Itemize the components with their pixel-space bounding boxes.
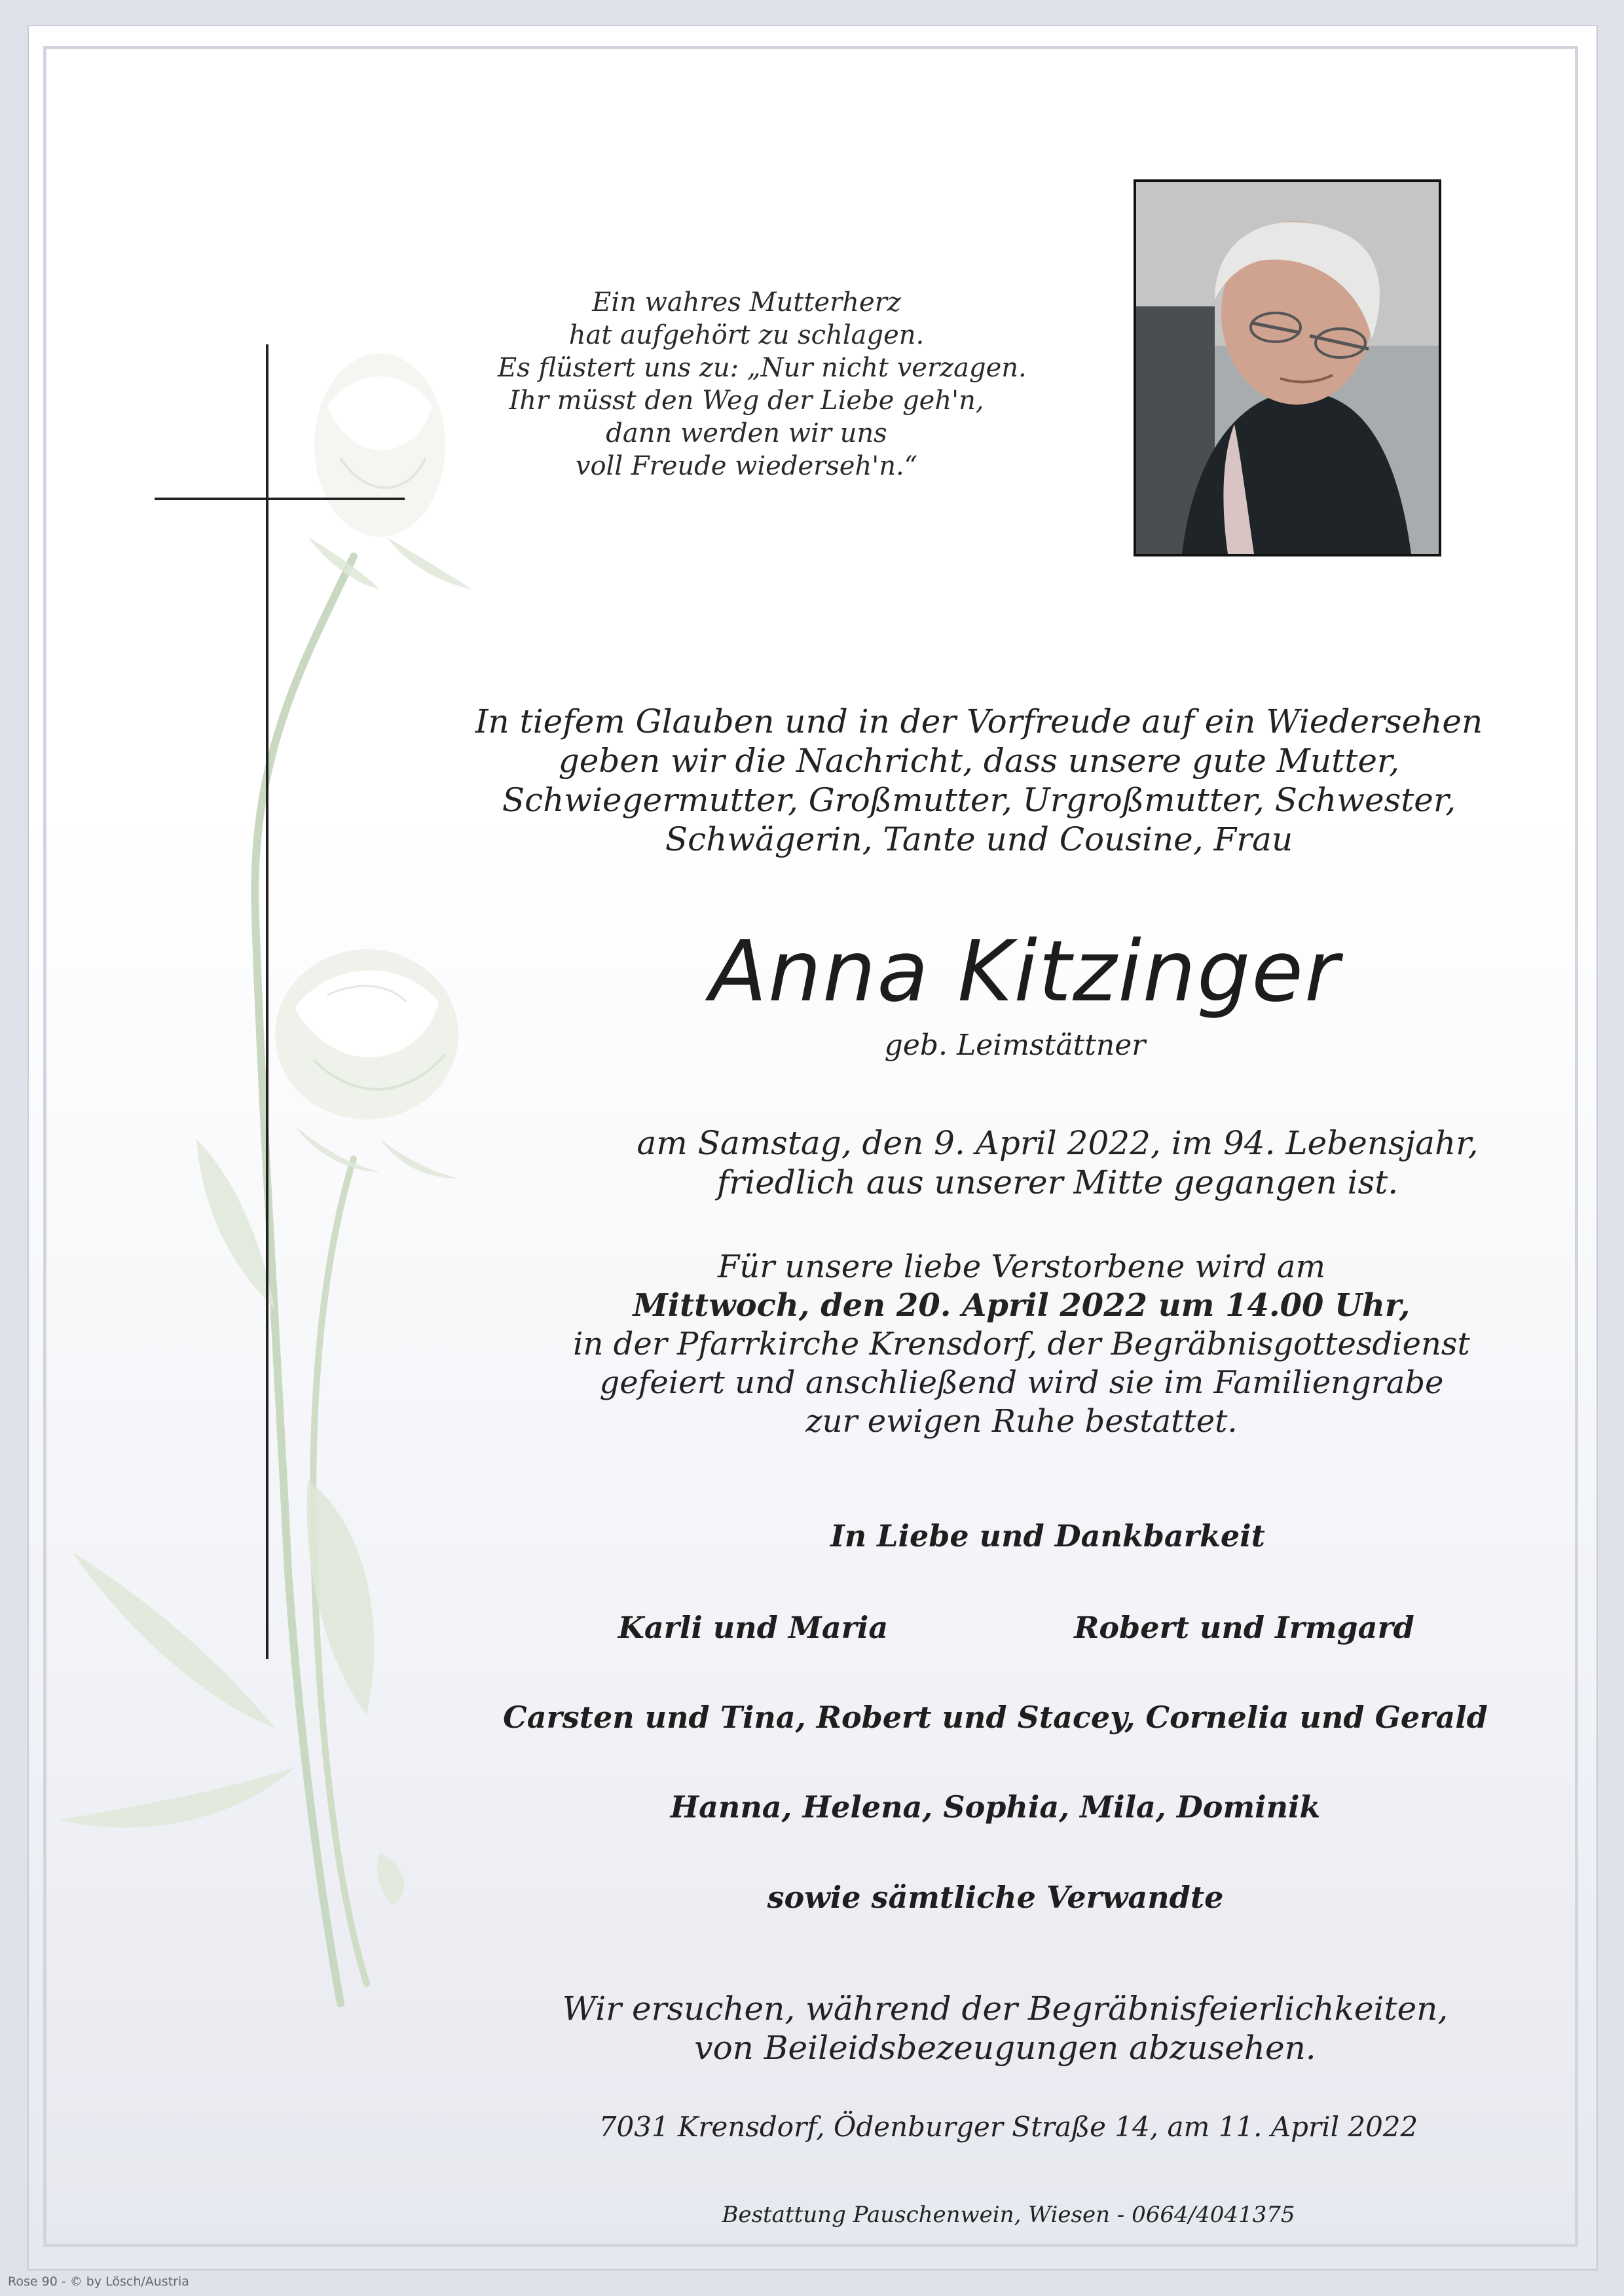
- condolence-request: [471, 1989, 1539, 2068]
- rose-sepal: [386, 537, 471, 589]
- intro-line: Schwägerin, Tante und Cousine, Frau: [665, 820, 1293, 858]
- funeral-line: zur ewigen Ruhe bestattet.: [805, 1403, 1238, 1440]
- funeral-line: gefeiert und anschließend wird sie im Familiengrabe: [599, 1364, 1444, 1401]
- rose-leaf: [72, 1552, 275, 1728]
- birth-name: geb. Leimstättner: [884, 1029, 1146, 1062]
- undertaker-contact: Bestattung Pauschenwein, Wiesen - 0664/4041375: [722, 2202, 1295, 2228]
- rose-sepal: [380, 1139, 458, 1178]
- great-grandchildren-list: Hanna, Helena, Sophia, Mila, Dominik: [670, 1789, 1321, 1825]
- funeral-line: Für unsere liebe Verstorbene wird am: [718, 1248, 1325, 1285]
- intro-line: Schwiegermutter, Großmutter, Urgroßmutter, Schwester,: [502, 781, 1456, 819]
- rose-bud-top: [314, 354, 445, 537]
- design-credit: Rose 90 - © by Lösch/Austria: [8, 2274, 189, 2289]
- death-notice: [524, 1123, 1591, 1202]
- poem: [498, 286, 1027, 483]
- request-line: Wir ersuchen, während der Begräbnisfeierlichkeiten,: [562, 1990, 1449, 2028]
- mourner-pair: Robert und Irmgard: [1074, 1610, 1414, 1645]
- intro-line: In tiefem Glauben und in der Vorfreude auf ein Wiedersehen: [475, 702, 1483, 740]
- poem-line: voll Freude wiederseh'n.“: [575, 451, 918, 481]
- announcement-intro: [458, 702, 1500, 859]
- poem-line: Es flüstert uns zu: „Nur nicht verzagen.: [498, 353, 1027, 383]
- relatives-line: sowie sämtliche Verwandte: [767, 1880, 1224, 1915]
- funeral-details: [498, 1248, 1545, 1441]
- portrait-photo: [1134, 179, 1441, 556]
- mourner-pair: Karli und Maria: [618, 1610, 889, 1645]
- place-and-date: 7031 Krensdorf, Ödenburger Straße 14, am 11. April 2022: [599, 2111, 1418, 2143]
- poem-line: Ihr müsst den Weg der Liebe geh'n,: [509, 386, 984, 416]
- grandchildren-list: Carsten und Tina, Robert und Stacey, Cornelia und Gerald: [503, 1700, 1488, 1735]
- rose-bloom-lower: [275, 949, 458, 1120]
- poem-line: dann werden wir uns: [606, 418, 887, 448]
- rose-sepal: [295, 1126, 380, 1172]
- cross-vertical: [266, 344, 268, 1659]
- deceased-name: Anna Kitzinger: [709, 923, 1340, 1021]
- funeral-date-time: Mittwoch, den 20. April 2022 um 14.00 Uhr,: [633, 1287, 1411, 1324]
- poem-line: Ein wahres Mutterherz: [592, 287, 901, 318]
- white-rose-illustration: [0, 0, 524, 2296]
- death-notice-line: friedlich aus unserer Mitte gegangen ist.: [716, 1163, 1399, 1201]
- mourners-heading: In Liebe und Dankbarkeit: [830, 1518, 1265, 1554]
- poem-line: hat aufgehört zu schlagen.: [568, 320, 925, 350]
- rose-leaf: [377, 1853, 404, 1905]
- request-line: von Beileidsbezeugungen abzusehen.: [694, 2029, 1316, 2067]
- cross-horizontal: [155, 498, 405, 500]
- rose-leaf: [59, 1768, 295, 1827]
- funeral-line: in der Pfarrkirche Krensdorf, der Begräbnisgottesdienst: [573, 1326, 1470, 1362]
- death-notice-line: am Samstag, den 9. April 2022, im 94. Lebensjahr,: [637, 1124, 1479, 1162]
- intro-line: geben wir die Nachricht, dass unsere gute Mutter,: [558, 742, 1400, 780]
- portrait-image: [1136, 182, 1439, 554]
